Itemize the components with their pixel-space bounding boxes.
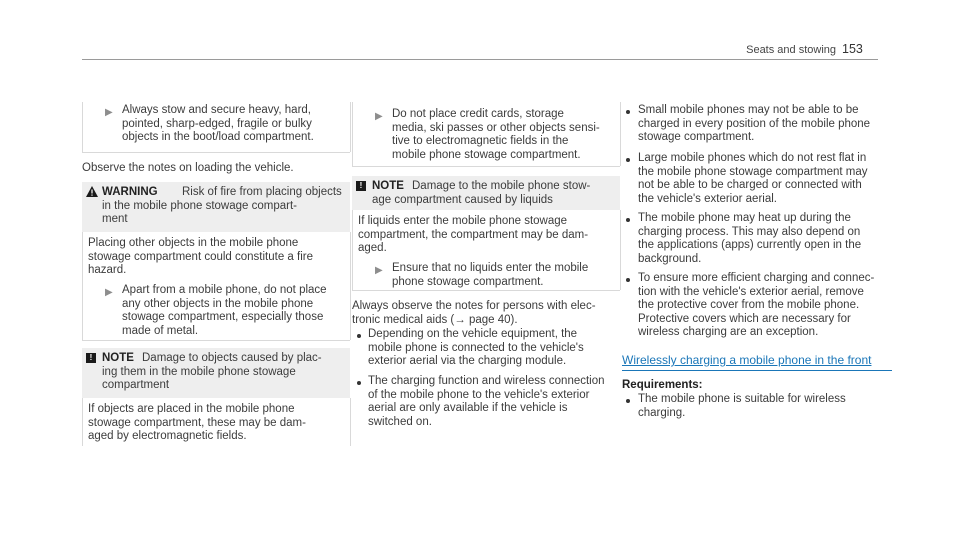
warning-body: Placing other objects in the mobile phone stowage compartment could constitute a fire hazard.	[88, 237, 314, 276]
box-border	[352, 210, 353, 290]
list-item: Large mobile phones which do not rest flat in the mobile phone stowage compartment may not be able to be charged or connected with the vehicle's exterior aerial.	[638, 152, 868, 205]
box-border	[82, 102, 83, 152]
box-border	[352, 290, 620, 291]
box-border	[620, 210, 621, 290]
box-border	[350, 102, 351, 152]
step-arrow-icon: ▶	[105, 287, 113, 298]
warning-head: Risk of fire from placing objects in the mobile phone stowage compart- ment	[102, 186, 342, 225]
note-body: If liquids enter the mobile phone stowage compartment, the compartment may be dam- aged.	[358, 215, 589, 254]
page-number: 153	[842, 42, 863, 56]
box-border	[620, 102, 621, 166]
exclamation-icon: !	[356, 181, 366, 191]
step-arrow-icon: ▶	[375, 111, 383, 122]
bullet-dot	[626, 158, 630, 162]
box-border	[82, 232, 83, 340]
list-item: The charging function and wireless connection of the mobile phone to the vehicle's exterior aerial are only available if the vehicle is switched on.	[368, 375, 605, 428]
requirements-label: Requirements:	[622, 379, 703, 391]
warning-icon	[86, 186, 98, 197]
note-label: NOTE	[372, 180, 404, 192]
bullet-dot	[357, 381, 361, 385]
box-border	[82, 340, 350, 341]
step-arrow-icon: ▶	[375, 265, 383, 276]
section-title: Seats and stowing	[746, 44, 836, 56]
note-head: Damage to objects caused by plac- ing them in the mobile phone stowage compartment	[102, 352, 322, 391]
note-step: Ensure that no liquids enter the mobile phone stowage compartment.	[392, 262, 589, 288]
bullet-dot	[357, 334, 361, 338]
note-head: Damage to the mobile phone stow- age compartment caused by liquids	[372, 180, 591, 206]
step-arrow-icon: ▶	[105, 107, 113, 118]
bullet-dot	[626, 218, 630, 222]
bullet-dot	[626, 278, 630, 282]
section-link[interactable]: Wirelessly charging a mobile phone in the front	[622, 353, 872, 367]
list-item: Depending on the vehicle equipment, the mobile phone is connected to the vehicle's exterior aerial via the charging module.	[368, 328, 584, 367]
list-item: The mobile phone is suitable for wireless charging.	[638, 393, 846, 419]
bullet-dot	[626, 399, 630, 403]
note-body: If objects are placed in the mobile phone stowage compartment, these may be dam- aged by electromagnetic fields.	[88, 403, 306, 442]
aids-paragraph: Always observe the notes for persons with elec- tronic medical aids (→ page 40).	[352, 300, 596, 326]
step-text: Always stow and secure heavy, hard, pointed, sharp-edged, fragile or bulky objects in the boot/load compartment.	[122, 104, 314, 143]
link-rule	[622, 370, 892, 371]
observe-text: Observe the notes on loading the vehicle.	[82, 162, 294, 174]
box-border	[82, 152, 350, 153]
box-border	[350, 398, 351, 446]
header-rule	[82, 59, 878, 60]
warning-step: Apart from a mobile phone, do not place any other objects in the mobile phone stowage compartment, especially those made of metal.	[122, 284, 327, 337]
note-label: NOTE	[102, 352, 134, 364]
list-item: The mobile phone may heat up during the charging process. This may also depend on the applications (apps) currently open in the background.	[638, 212, 862, 265]
list-item: To ensure more efficient charging and connec- tion with the vehicle's exterior aerial, remove the protective cover from the mobile phone. Protective covers which are necessary for wireless charging are an exception.	[638, 272, 875, 338]
box-border	[352, 102, 353, 166]
list-item: Small mobile phones may not be able to be charged in every position of the mobile phone stowage compartment.	[638, 104, 871, 143]
box-border	[352, 166, 620, 167]
step-text: Do not place credit cards, storage media, ski passes or other objects sensi- tive to electromagnetic fields in the mobile phone stowage compartment.	[392, 108, 600, 161]
warning-label: WARNING	[102, 186, 158, 198]
box-border	[350, 232, 351, 340]
box-border	[82, 398, 83, 446]
exclamation-icon: !	[86, 353, 96, 363]
bullet-dot	[626, 110, 630, 114]
